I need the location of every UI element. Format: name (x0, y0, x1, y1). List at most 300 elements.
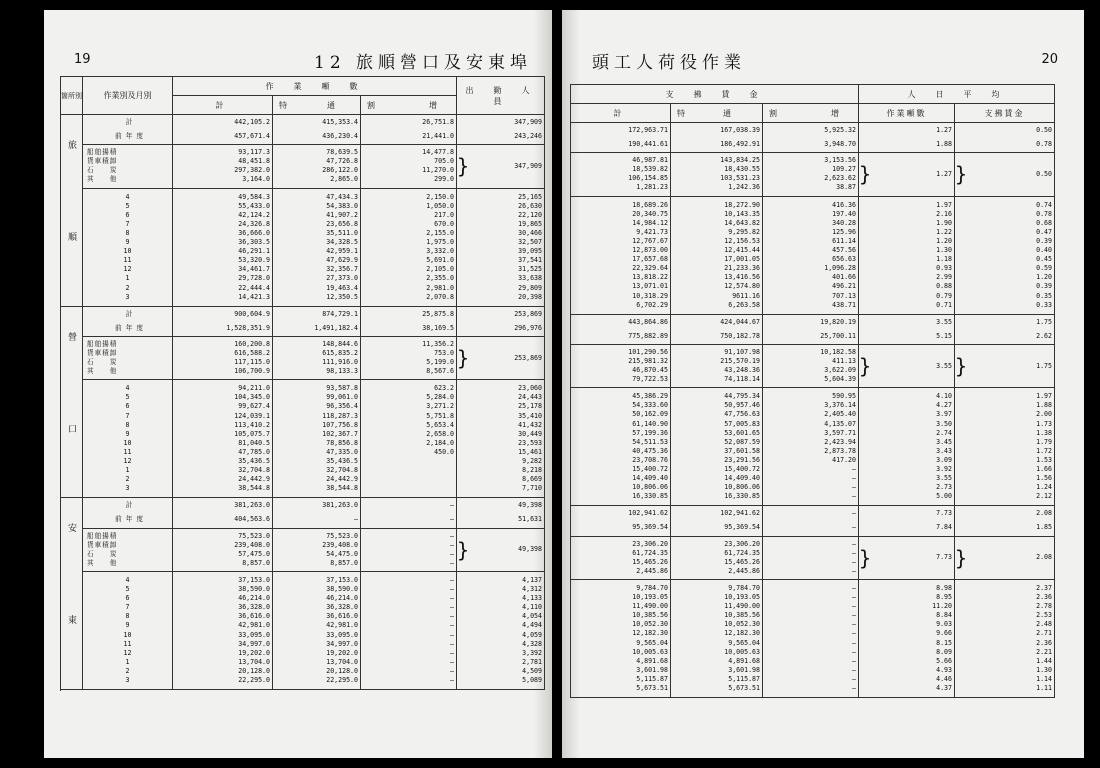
month-label-value: 1 (125, 274, 130, 283)
kind-normal-value: 47,726.8 (326, 157, 358, 166)
total-total: 443,864.86 (628, 317, 668, 326)
month-total-value: 46,291.1 (238, 247, 270, 256)
left-table (60, 76, 550, 690)
month-wage-value: 1.11 (1036, 683, 1052, 692)
month-label-value: 8 (125, 420, 130, 429)
month-normal-value: 22,295.0 (326, 675, 358, 684)
total-total: 381,263.0 (234, 501, 270, 510)
total-label: 計 (125, 501, 134, 510)
month-increase-value: — (450, 639, 454, 648)
prev-workers: 243,246 (514, 132, 542, 141)
month-normal-value: 35,511.0 (326, 228, 358, 237)
month-normal-value: 34,997.0 (326, 639, 358, 648)
month-increase-value: — (852, 638, 856, 647)
month-total-value: 35,436.5 (238, 457, 270, 465)
month-workers (457, 380, 545, 498)
header-wages: 支 拂 賃 金 (571, 85, 859, 104)
month-increase-value: 2,150.0 (426, 192, 454, 201)
month-increase-value: — (852, 620, 856, 629)
month-increase-value: 1,096.28 (824, 264, 856, 273)
month-workers-value: 39,095 (518, 247, 542, 256)
kind-increase-value: 109.27 (832, 165, 856, 174)
month-total-value: 10,385.56 (632, 611, 668, 620)
month-tons-value: 2.73 (936, 483, 952, 492)
kind-increase (763, 344, 859, 387)
month-normal-value: 36,616.0 (326, 612, 358, 621)
month-tons-value: 8.84 (936, 611, 952, 620)
month-wage-value: 2.00 (1036, 410, 1052, 419)
kind-normal-value: 1,242.36 (728, 183, 760, 192)
month-tons-value: 8.95 (936, 593, 952, 602)
month-increase-value: — (450, 648, 454, 657)
month-workers-value: 4,059 (522, 630, 542, 639)
month-total-value: 12,767.67 (632, 236, 668, 245)
month-workers-value: 4,054 (522, 612, 542, 621)
month-wage-value: 0.39 (1036, 236, 1052, 245)
month-workers-value: 4,509 (522, 666, 542, 675)
kind-total (571, 536, 671, 579)
month-workers-value: 22,120 (518, 210, 542, 219)
kind-total-value: 46,870.45 (632, 366, 668, 375)
kind-total-value: 79,722.53 (632, 375, 668, 384)
kind-increase-value: 753.0 (434, 348, 454, 357)
month-normal-value: 14,643.82 (724, 218, 760, 227)
month-normal-value: 9611.16 (732, 291, 760, 300)
month-normal-value: 38,590.0 (326, 585, 358, 594)
summary-normal (671, 314, 763, 344)
month-total-value: 22,295.0 (238, 675, 270, 684)
month-normal-value: 42,959.1 (326, 247, 358, 256)
kind-increase-value: 10,182.58 (820, 347, 856, 356)
month-workers-value: 25,178 (518, 402, 542, 411)
kind-wage (955, 344, 1055, 387)
month-normal-value: 46,214.0 (326, 594, 358, 603)
month-normal-value: 41,907.2 (326, 210, 358, 219)
month-wage-value: 0.78 (1036, 209, 1052, 218)
month-tons-value: 3.45 (936, 437, 952, 446)
month-total (173, 380, 273, 498)
month-increase-value: — (852, 465, 856, 473)
month-workers-value: 8,669 (522, 475, 542, 484)
month-workers-value: 4,494 (522, 621, 542, 630)
header-wage-total: 計 (571, 104, 671, 123)
month-label-value: 11 (123, 256, 132, 265)
month-workers-value: 4,110 (522, 603, 542, 612)
kind-increase (361, 336, 457, 379)
kind-label-value: 貨車積卸 (87, 348, 118, 357)
kind-tons-value: 3.55 (936, 361, 952, 370)
summary-inc (763, 506, 859, 536)
month-increase-value: 125.96 (832, 227, 856, 236)
month-tons (859, 579, 955, 697)
month-wage-value: 1.79 (1036, 437, 1052, 446)
month-wage-value: 1.24 (1036, 483, 1052, 492)
month-normal-value: 14,409.40 (724, 474, 760, 483)
kind-increase-value: 3,153.56 (824, 156, 856, 165)
month-total (173, 571, 273, 689)
month-total-value: 40,475.36 (632, 446, 668, 455)
total-tons: 1.27 (936, 126, 952, 134)
kind-increase (763, 536, 859, 579)
month-increase-value: — (852, 492, 856, 501)
month-increase-value (361, 475, 454, 484)
month-wage-value: 1.20 (1036, 273, 1052, 282)
month-workers-value: 9,282 (522, 457, 542, 465)
kind-total-value: 106,700.9 (234, 367, 270, 376)
month-normal-value: 36,328.0 (326, 603, 358, 612)
month-tons-value: 3.43 (936, 446, 952, 455)
month-workers-value: 4,137 (522, 575, 542, 584)
month-increase (361, 188, 457, 306)
summary-total (571, 314, 671, 344)
table-row (571, 314, 1055, 344)
month-normal-value: 44,795.34 (724, 392, 760, 401)
kind-total-value: 1,281.23 (636, 183, 668, 192)
brace-glyph: } (457, 154, 470, 179)
month-normal-value: 38,544.8 (326, 484, 358, 493)
month-total-value: 22,444.4 (238, 283, 270, 292)
kind-normal-value: 286,122.0 (322, 166, 358, 175)
month-label (83, 571, 173, 689)
month-label-value: 6 (125, 402, 130, 411)
month-increase-value: 670.0 (434, 219, 454, 228)
summary-normal (273, 306, 361, 336)
month-label-value: 10 (123, 247, 132, 256)
summary-total (173, 498, 273, 528)
prev-total: 1,528,351.9 (226, 323, 270, 332)
month-workers-value: 23,593 (518, 438, 542, 447)
kind-wage (955, 153, 1055, 196)
month-total-value: 10,318.29 (632, 291, 668, 300)
month-increase-value: — (450, 603, 454, 612)
month-normal-value: 37,153.0 (326, 575, 358, 584)
summary-workers (457, 115, 545, 145)
month-workers-value: 4,133 (522, 594, 542, 603)
month-tons-value: 4.27 (936, 401, 952, 410)
month-normal-value: 19,463.4 (326, 283, 358, 292)
kind-normal-value: 23,306.20 (724, 539, 760, 548)
prev-year-label: 前 年 度 (115, 132, 144, 141)
kind-total-value: 75,523.0 (238, 531, 270, 540)
month-normal-value: 34,328.5 (326, 238, 358, 247)
month-workers-value: 30,466 (518, 228, 542, 237)
kind-label (83, 528, 173, 571)
location-name: 旅 順 (61, 115, 83, 307)
month-tons (859, 196, 955, 314)
kind-total-value: 160,200.8 (234, 339, 270, 348)
month-wage-value: 2.71 (1036, 629, 1052, 638)
month-tons-value: 11.20 (932, 602, 952, 611)
brace-glyph: } (955, 162, 968, 187)
kind-label-value: 貨車積卸 (87, 540, 118, 549)
total-tons: 3.55 (936, 317, 952, 326)
month-normal-value: 12,156.53 (724, 236, 760, 245)
kind-normal (671, 153, 763, 196)
month-label-value: 6 (125, 594, 130, 603)
kind-total-value: 106,154.85 (628, 174, 668, 183)
total-normal: 415,353.4 (322, 118, 358, 126)
month-total-value: 23,708.76 (632, 455, 668, 464)
kind-workers (457, 336, 545, 379)
month-label-value: 10 (123, 630, 132, 639)
month-label-value: 4 (125, 192, 130, 201)
month-total-value: 20,128.0 (238, 666, 270, 675)
month-normal-value: 9,784.70 (728, 583, 760, 592)
month-normal-value: 93,587.8 (326, 384, 358, 393)
month-label-value: 10 (123, 438, 132, 447)
kind-total (571, 344, 671, 387)
month-increase-value: 2,423.94 (824, 437, 856, 446)
kind-normal (273, 145, 361, 188)
kind-label-value: 貨車積卸 (87, 157, 118, 166)
month-increase-value (361, 466, 454, 475)
month-label-value: 4 (125, 575, 130, 584)
month-normal-value: 118,287.3 (322, 411, 358, 420)
month-increase-value: 590.95 (832, 392, 856, 401)
month-workers-value: 19,865 (518, 219, 542, 228)
month-increase (763, 388, 859, 506)
kind-total-value: 18,539.82 (632, 165, 668, 174)
kind-increase-value: — (450, 531, 454, 540)
month-label-value: 9 (125, 429, 130, 438)
month-wage-value: 2.21 (1036, 647, 1052, 656)
total-total: 102,941.62 (628, 509, 668, 518)
month-wage-value: 1.14 (1036, 674, 1052, 683)
brace-glyph: } (955, 545, 968, 570)
kind-increase (763, 153, 859, 196)
month-tons-value: 1.97 (936, 200, 952, 209)
summary-normal (273, 115, 361, 145)
kind-normal-value: 54,475.0 (326, 549, 358, 558)
month-normal-value: 35,436.5 (326, 457, 358, 465)
kind-increase (361, 528, 457, 571)
kind-label-value: 其 他 (87, 558, 118, 567)
prev-inc: — (852, 523, 856, 532)
summary-normal (273, 498, 361, 528)
month-wage-value: 1.66 (1036, 465, 1052, 473)
month-increase-value: 1,975.0 (426, 238, 454, 247)
month-normal-value: 12,415.44 (724, 246, 760, 255)
month-normal (273, 188, 361, 306)
month-increase-value: — (450, 675, 454, 684)
month-increase-value: 707.13 (832, 291, 856, 300)
month-normal-value: 33,095.0 (326, 630, 358, 639)
month-wage-value: 2.53 (1036, 611, 1052, 620)
month-tons-value: 3.97 (936, 410, 952, 419)
month-normal-value: 10,385.56 (724, 611, 760, 620)
month-total-value: 11,490.00 (632, 602, 668, 611)
month-increase-value: — (852, 602, 856, 611)
month-normal-value: 32,704.8 (326, 466, 358, 475)
table-row (61, 306, 545, 336)
month-wage-value: 1.53 (1036, 455, 1052, 464)
row-label (83, 498, 173, 528)
month-normal-value: 42,981.0 (326, 621, 358, 630)
month-total (571, 388, 671, 506)
month-wage-value: 0.45 (1036, 255, 1052, 264)
right-page (562, 10, 1084, 758)
right-page-title: 頭工人荷役作業 (592, 53, 746, 73)
table-row (61, 336, 545, 379)
month-total-value: 18,689.26 (632, 200, 668, 209)
month-normal-value: 12,574.80 (724, 282, 760, 291)
month-normal-value: 107,756.8 (322, 420, 358, 429)
prev-workers: 51,631 (518, 515, 542, 524)
month-total-value: 14,421.3 (238, 292, 270, 301)
month-normal-value: 4,891.68 (728, 656, 760, 665)
kind-total-value: 616,588.2 (234, 348, 270, 357)
prev-normal: 95,369.54 (724, 523, 760, 532)
month-normal (671, 196, 763, 314)
month-label (83, 188, 173, 306)
month-increase (361, 380, 457, 498)
month-normal-value: 27,373.0 (326, 274, 358, 283)
month-label (83, 380, 173, 498)
kind-increase-value: — (852, 557, 856, 566)
month-normal-value: 10,193.05 (724, 593, 760, 602)
month-increase-value: 1,050.0 (426, 201, 454, 210)
location-name: 安 東 (61, 498, 83, 690)
month-wage-value: 2.12 (1036, 492, 1052, 501)
total-total: 442,105.2 (234, 118, 270, 126)
month-normal-value: 102,367.7 (322, 429, 358, 438)
month-wage-value: 2.78 (1036, 602, 1052, 611)
month-workers-value: 33,638 (518, 274, 542, 283)
month-total-value: 6,702.29 (636, 300, 668, 309)
kind-normal-value: 8,857.0 (330, 558, 358, 567)
header-increase: 割 增 (361, 96, 457, 115)
month-increase-value: 4,135.07 (824, 419, 856, 428)
table-row (61, 498, 545, 528)
kind-increase-value: — (450, 558, 454, 567)
kind-total-value: 61,724.35 (632, 548, 668, 557)
kind-tons (859, 153, 955, 196)
kind-wage (955, 536, 1055, 579)
month-total-value: 81,040.5 (238, 438, 270, 447)
summary-total (571, 506, 671, 536)
kind-total (173, 528, 273, 571)
month-increase-value: 2,355.0 (426, 274, 454, 283)
month-increase-value (361, 457, 454, 466)
kind-normal-value: 91,107.98 (724, 347, 760, 356)
month-increase-value: 2,658.0 (426, 429, 454, 438)
kind-normal-value: 43,248.36 (724, 366, 760, 375)
month-label-value: 11 (123, 639, 132, 648)
month-label-value: 11 (123, 447, 132, 456)
prev-total: 404,563.6 (234, 515, 270, 524)
prev-inc: — (450, 515, 454, 524)
total-wage: 2.08 (1036, 509, 1052, 518)
total-tons: 7.73 (936, 509, 952, 518)
kind-total-value: 57,475.0 (238, 549, 270, 558)
kind-tons-value: 7.73 (936, 553, 952, 562)
month-normal-value: 6,263.58 (728, 300, 760, 309)
month-total-value: 10,193.05 (632, 593, 668, 602)
month-total-value: 13,071.01 (632, 282, 668, 291)
kind-normal-value: 615,835.2 (322, 348, 358, 357)
month-normal-value: 23,291.56 (724, 455, 760, 464)
month-increase-value: 3,597.71 (824, 428, 856, 437)
total-inc: — (450, 501, 454, 510)
table-row (571, 344, 1055, 387)
month-increase-value: 623.2 (434, 384, 454, 393)
kind-normal (671, 536, 763, 579)
kind-normal-value: 75,523.0 (326, 531, 358, 540)
month-tons-value: 1.90 (936, 218, 952, 227)
kind-total-value: 8,857.0 (242, 558, 270, 567)
month-tons-value: 0.71 (936, 300, 952, 309)
brace-glyph: } (859, 354, 872, 379)
month-total-value: 36,328.0 (238, 603, 270, 612)
prev-normal: 186,492.91 (720, 140, 760, 149)
month-label-value: 7 (125, 411, 130, 420)
month-increase-value: 340.28 (832, 218, 856, 227)
month-increase-value: — (450, 630, 454, 639)
total-inc: 25,875.8 (422, 309, 454, 318)
table-row (571, 388, 1055, 506)
month-increase-value: — (852, 665, 856, 674)
total-workers: 347,909 (514, 118, 542, 126)
month-total-value: 16,330.85 (632, 492, 668, 501)
month-increase-value: — (450, 575, 454, 584)
kind-normal-value: 2,445.86 (728, 566, 760, 575)
month-normal-value: 11,490.00 (724, 602, 760, 611)
kind-normal-value: 15,465.26 (724, 557, 760, 566)
month-total-value: 54,511.53 (632, 437, 668, 446)
table-row (571, 123, 1055, 153)
summary-inc (361, 115, 457, 145)
month-increase-value: 2,155.0 (426, 228, 454, 237)
month-tons-value: 8.09 (936, 647, 952, 656)
month-increase-value: 217.0 (434, 210, 454, 219)
month-normal-value: 10,005.63 (724, 647, 760, 656)
month-label-value: 3 (125, 484, 130, 493)
month-increase-value: 457.56 (832, 246, 856, 255)
kind-increase-value: 14,477.8 (422, 148, 454, 157)
row-label (83, 115, 173, 145)
kind-wage-value: 1.75 (1036, 361, 1052, 370)
month-increase-value: 2,981.0 (426, 283, 454, 292)
month-label-value: 2 (125, 283, 130, 292)
month-total-value: 3,601.98 (636, 665, 668, 674)
month-normal-value: 9,295.82 (728, 227, 760, 236)
month-total-value: 45,386.29 (632, 392, 668, 401)
month-tons-value: 8.98 (936, 583, 952, 592)
month-normal-value: 18,272.90 (724, 200, 760, 209)
prev-normal: — (354, 515, 358, 524)
month-increase-value: — (852, 656, 856, 665)
table-row (61, 188, 545, 306)
month-total-value: 17,657.68 (632, 255, 668, 264)
summary-total (173, 115, 273, 145)
month-total-value: 49,584.3 (238, 192, 270, 201)
month-workers-value: 35,410 (518, 411, 542, 420)
kind-total (173, 145, 273, 188)
month-wage-value: 1.44 (1036, 656, 1052, 665)
month-total-value: 24,326.8 (238, 219, 270, 228)
month-total-value: 22,329.64 (632, 264, 668, 273)
kind-wage-value: 2.08 (1036, 553, 1052, 562)
month-total-value: 55,433.0 (238, 201, 270, 210)
kind-total-value: 117,115.0 (234, 358, 270, 367)
month-tons-value: 3.50 (936, 419, 952, 428)
month-total-value: 42,981.0 (238, 621, 270, 630)
month-total-value: 38,590.0 (238, 585, 270, 594)
month-increase-value: 5,691.0 (426, 256, 454, 265)
month-total-value: 32,704.8 (238, 466, 270, 475)
kind-increase-value: — (852, 566, 856, 575)
month-tons-value: 9.66 (936, 629, 952, 638)
